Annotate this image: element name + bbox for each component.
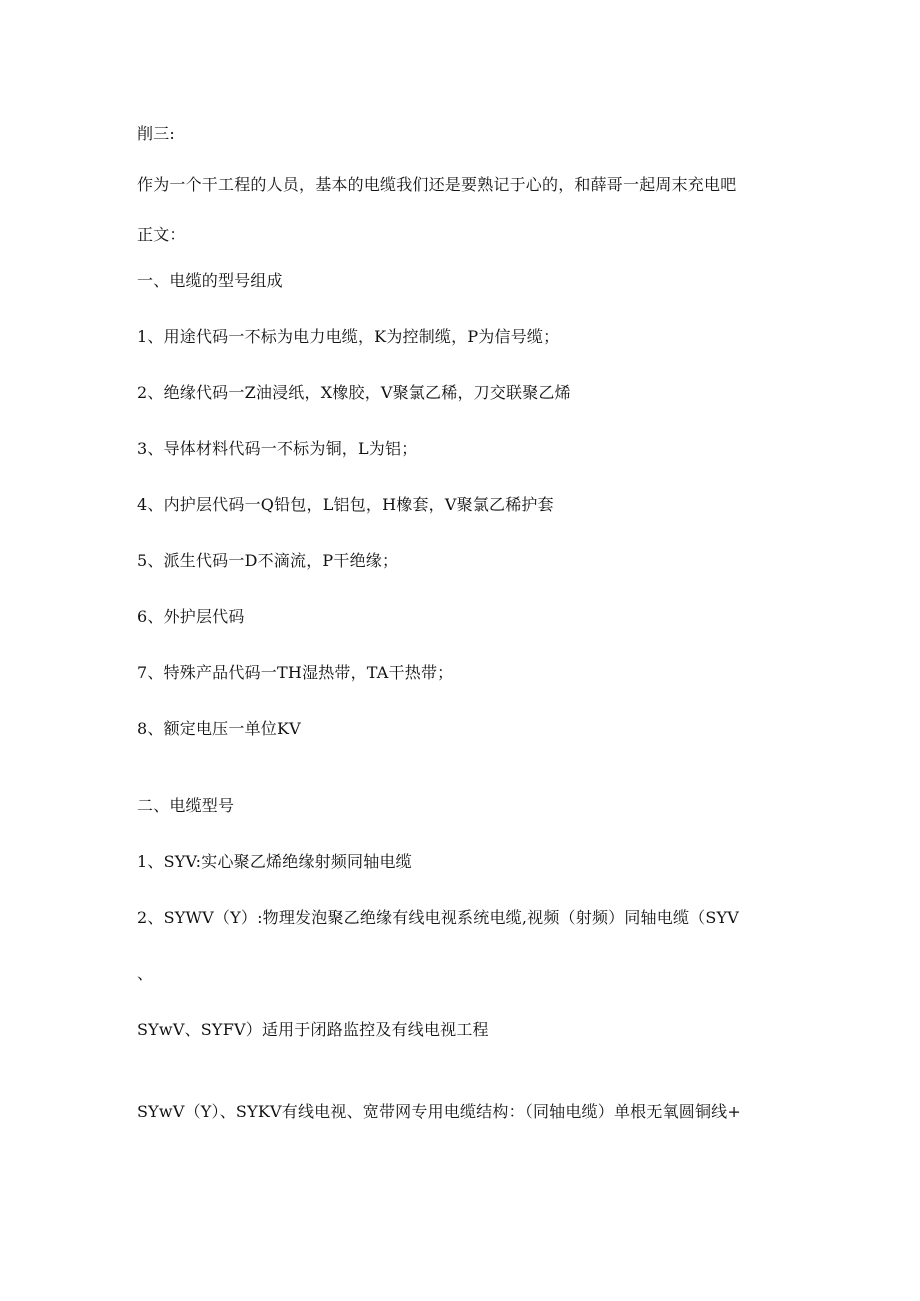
intro-prefix: 削三: — [137, 124, 175, 143]
list-item: 8、额定电压一单位KV — [137, 719, 301, 738]
body-label: 正文： — [137, 225, 186, 244]
list-item: 2、SYWV（Y）:物理发泡聚乙绝缘有线电视系统电缆,视频（射频）同轴电缆（SYV — [137, 908, 740, 927]
list-item: 、 — [137, 964, 154, 983]
section-heading: 二、电缆型号 — [137, 796, 235, 815]
list-item: 1、SYV:实心聚乙烯绝缘射频同轴电缆 — [137, 852, 412, 871]
list-item: SYwV、SYFV）适用于闭路监控及有线电视工程 — [137, 1020, 489, 1039]
list-item: 2、绝缘代码一Z油浸纸，X橡胶，V聚氯乙稀，刀交联聚乙烯 — [137, 383, 571, 402]
list-item: 6、外护层代码 — [137, 607, 245, 626]
list-item: 4、内护层代码一Q铅包，L铝包，H橡套，V聚氯乙稀护套 — [137, 495, 554, 514]
list-item: 3、导体材料代码一不标为铜，L为铝； — [137, 439, 418, 458]
section-heading: 一、电缆的型号组成 — [137, 271, 283, 290]
list-item: 7、特殊产品代码一TH湿热带，TA干热带； — [137, 663, 454, 682]
list-item: SYwV（Y）、SYKV有线电视、宽带网专用电缆结构：（同轴电缆）单根无氧圆铜线+ — [137, 1102, 741, 1121]
list-item: 5、派生代码一D不滴流，P干绝缘； — [137, 551, 399, 570]
list-item: 1、用途代码一不标为电力电缆，K为控制缆，P为信号缆； — [137, 327, 560, 346]
intro-sentence: 作为一个干工程的人员，基本的电缆我们还是要熟记于心的，和薛哥一起周末充电吧 — [137, 175, 737, 194]
